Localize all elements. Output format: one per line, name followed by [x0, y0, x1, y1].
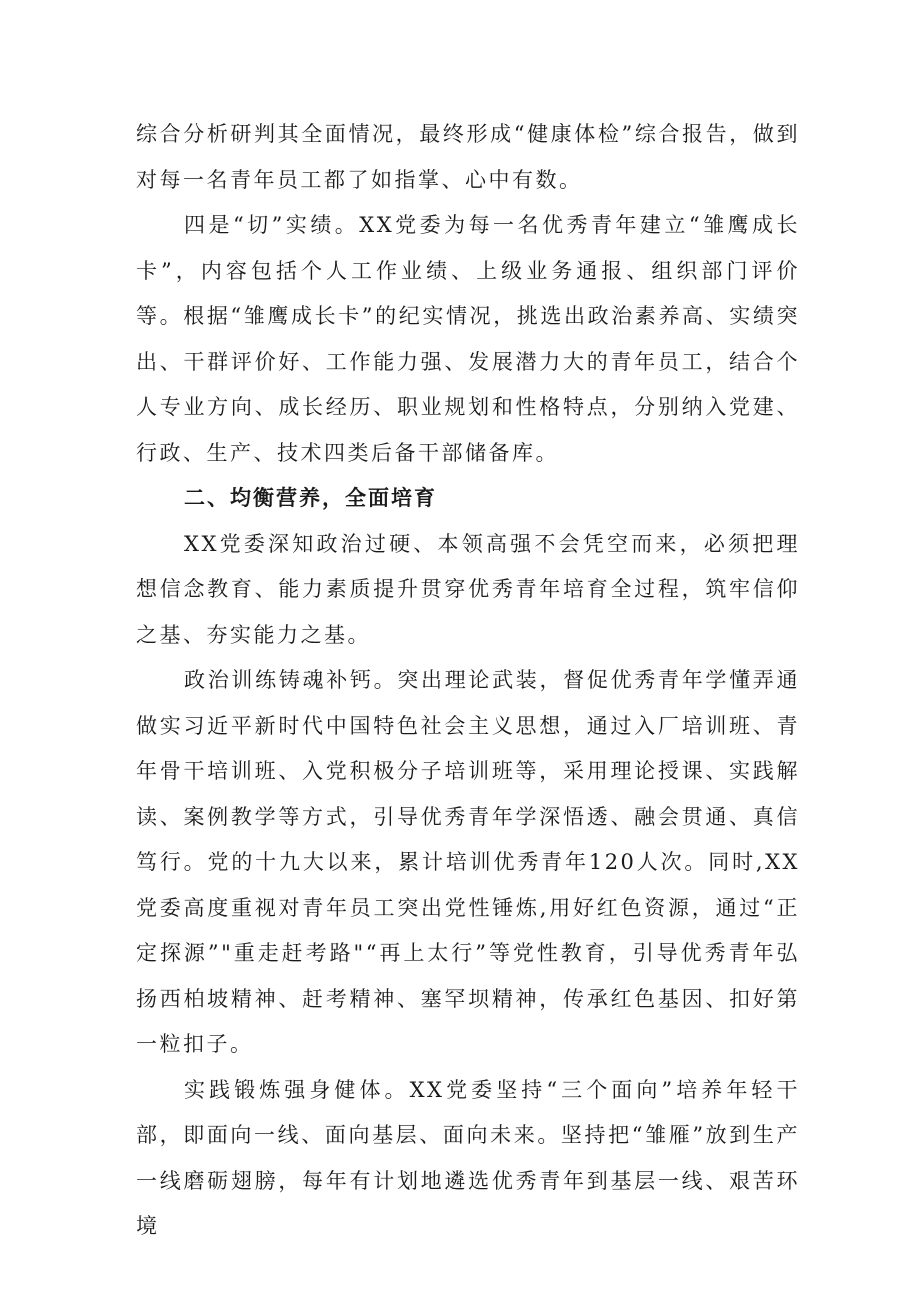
paragraph-continued: 综合分析研判其全面情况，最终形成“健康体检”综合报告，做到对每一名青年员工都了如指掌、心中有数。 [136, 122, 800, 192]
paragraph-practice-training: 实践锻炼强身健体。XX党委坚持“三个面向”培养年轻干部，即面向一线、面向基层、面向未来。坚持把“雏雁”放到生产一线磨砺翅膀，每年有计划地遴选优秀青年到基层一线、艰苦环境 [136, 1077, 800, 1238]
document-body [136, 112, 800, 1250]
paragraph-fourth-point: 四是“切”实绩。XX党委为每一名优秀青年建立“雏鹰成长卡”，内容包括个人工作业绩、上级业务通报、组织部门评价等。根据“雏鹰成长卡”的纪实情况，挑选出政治素养高、实绩突出、干群评价好、工作能力强、发展潜力大的青年员工，结合个人专业方向、成长经历、职业规划和性格特点，分别纳入党建、行政、生产、技术四类后备干部储备库。 [136, 213, 800, 465]
paragraph-political-training: 政治训练铸魂补钙。突出理论武装，督促优秀青年学懂弄通做实习近平新时代中国特色社会主义思想，通过入厂培训班、青年骨干培训班、入党积极分子培训班等，采用理论授课、实践解读、案例教学等方式，引导优秀青年学深悟透、融会贯通、真信笃行。党的十九大以来，累计培训优秀青年120人次。同时,XX党委高度重视对青年员工突出党性锤炼,用好红色资源，通过“正定探源”"重走赶考路"“再上太行”等党性教育，引导优秀青年弘扬西柏坡精神、赶考精神、塞罕坝精神，传承红色基因、扣好第一粒扣子。 [136, 668, 800, 1056]
paragraph-section-intro: XX党委深知政治过硬、本领高强不会凭空而来，必须把理想信念教育、能力素质提升贯穿优秀青年培育全过程，筑牢信仰之基、夯实能力之基。 [136, 531, 800, 647]
section-heading-2: 二、均衡营养，全面培育 [184, 486, 437, 510]
